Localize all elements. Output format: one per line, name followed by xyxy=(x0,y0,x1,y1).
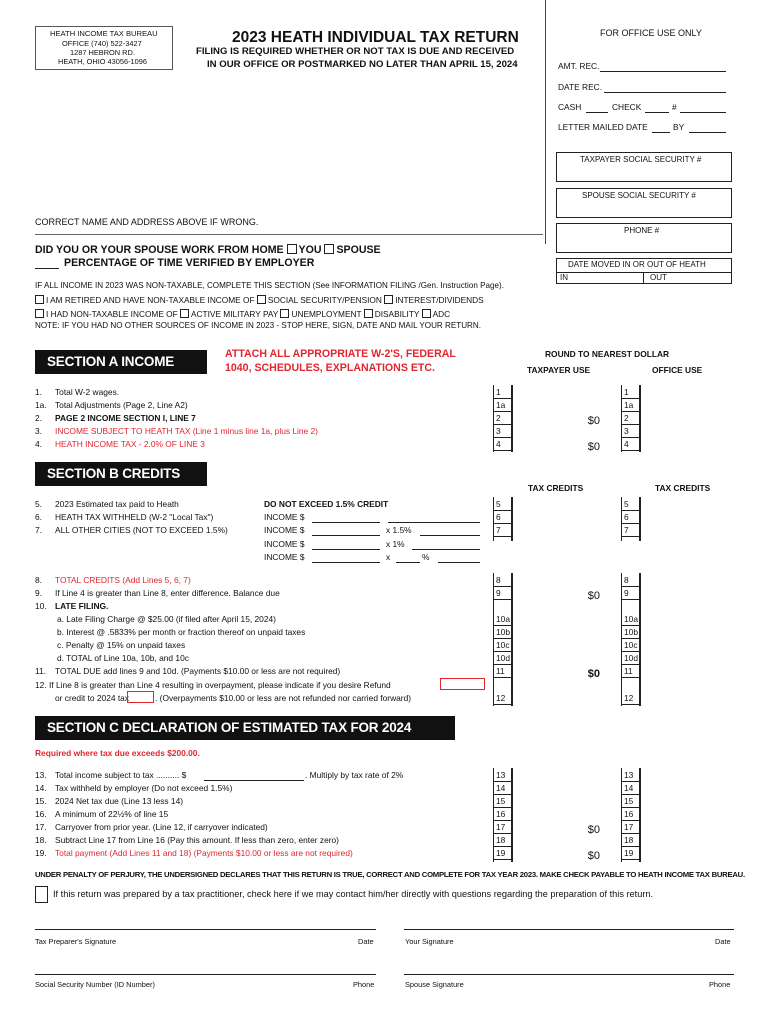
office-amount-column xyxy=(640,768,641,862)
military-label: ACTIVE MILITARY PAY xyxy=(191,309,279,319)
bureau-office: OFFICE (740) 522-3427 xyxy=(62,39,142,48)
credit-office-cell[interactable]: 8 xyxy=(621,574,640,587)
credit-taxpayer-cell[interactable]: 10a xyxy=(493,613,512,626)
income-line-office-cell[interactable]: 2 xyxy=(621,412,640,425)
date-moved-label: DATE MOVED IN OR OUT OF HEATH xyxy=(568,260,706,269)
rate-custom-result[interactable] xyxy=(438,562,480,563)
percentage-field[interactable] xyxy=(35,268,59,269)
attach-note-1: ATTACH ALL APPROPRIATE W-2'S, FEDERAL xyxy=(225,348,456,360)
preparer-signature-label: Tax Preparer's Signature xyxy=(35,937,117,946)
cash-field[interactable] xyxy=(586,112,608,113)
credit-taxpayer-cell[interactable]: 11 xyxy=(493,665,512,678)
other-city-income-label: INCOME $ xyxy=(264,539,305,549)
rate-1-label: x 1% xyxy=(386,539,405,549)
date-moved-rule xyxy=(556,272,732,273)
taxpayer-amount-column xyxy=(512,385,513,452)
credit-line-label: b. Interest @ .5833% per month or fraction thereof on unpaid taxes xyxy=(57,627,306,637)
round-note: ROUND TO NEAREST DOLLAR xyxy=(545,349,670,359)
address-rule xyxy=(35,234,543,235)
work-home-question xyxy=(35,244,381,257)
income-line-number: 2. xyxy=(35,413,42,423)
taxpayer-amount-column xyxy=(512,573,513,706)
income-line-taxpayer-cell[interactable]: 3 xyxy=(493,425,512,438)
overpayment-line-c: . (Overpayments $10.00 or less are not refunded nor carried forward) xyxy=(155,693,412,703)
section-c-banner: SECTION C DECLARATION OF ESTIMATED TAX FOR 2024 xyxy=(35,716,455,740)
disability-label: DISABILITY xyxy=(374,309,420,319)
estimate-amount[interactable]: $0 xyxy=(587,850,600,862)
work-home-text: DID YOU OR YOUR SPOUSE WORK FROM HOME xyxy=(35,244,284,256)
credit-taxpayer-cell[interactable]: 10c xyxy=(493,639,512,652)
estimate-line-extra: . Multiply by tax rate of 2% xyxy=(305,770,404,780)
credit-taxpayer-cell[interactable]: 8 xyxy=(493,574,512,587)
credit-taxpayer-cell[interactable]: 9 xyxy=(493,587,512,600)
credit-line-label: LATE FILING. xyxy=(55,601,109,611)
other-city-income-label: INCOME $ xyxy=(264,512,305,522)
estimate-taxpayer-cell[interactable]: 14 xyxy=(493,782,512,795)
estimate-office-cell[interactable]: 18 xyxy=(621,834,640,847)
ssp-label: SOCIAL SECURITY/PENSION xyxy=(267,295,382,305)
rate-1-5-field[interactable] xyxy=(420,535,480,536)
phone-label: PHONE # xyxy=(624,226,660,235)
date-rec-label: DATE REC. xyxy=(558,82,603,92)
estimate-office-cell[interactable]: 16 xyxy=(621,808,640,821)
estimate-office-cell[interactable]: 19 xyxy=(621,847,640,860)
adc-checkbox[interactable] xyxy=(422,309,431,318)
letter-mailed-label: LETTER MAILED DATE xyxy=(558,122,648,132)
you-label: YOU xyxy=(298,244,322,256)
other-city-income-label: INCOME $ xyxy=(264,552,305,562)
credit-line-label: ALL OTHER CITIES (NOT TO EXCEED 1.5%) xyxy=(55,525,228,535)
filing-requirement-1: FILING IS REQUIRED WHETHER OR NOT TAX IS DUE AND RECEIVED xyxy=(196,46,515,57)
income-line-label: PAGE 2 INCOME SECTION I, LINE 7 xyxy=(55,413,196,423)
estimate-line-number: 17. xyxy=(35,822,47,832)
your-signature-line[interactable] xyxy=(404,929,734,930)
interest-checkbox[interactable] xyxy=(384,295,393,304)
income-line-office-cell[interactable]: 1a xyxy=(621,399,640,412)
estimate-line-number: 13. xyxy=(35,770,47,780)
credit-input[interactable] xyxy=(127,691,154,703)
income-line-taxpayer-cell[interactable]: 1 xyxy=(493,386,512,399)
taxpayer-ssn-label: TAXPAYER SOCIAL SECURITY # xyxy=(580,155,702,164)
spouse-signature-line[interactable] xyxy=(404,974,734,975)
check-number-field[interactable] xyxy=(680,112,726,113)
by-field[interactable] xyxy=(689,132,726,133)
credit-taxpayer-cell[interactable]: 10d xyxy=(493,652,512,665)
income-line-number: 1. xyxy=(35,387,42,397)
income-line-office-cell[interactable]: 3 xyxy=(621,425,640,438)
other-city-income-label: INCOME $ xyxy=(264,525,305,535)
estimate-line-number: 19. xyxy=(35,848,47,858)
refund-input[interactable] xyxy=(440,678,485,690)
spouse-ssn-label: SPOUSE SOCIAL SECURITY # xyxy=(582,191,696,200)
moved-out-label: OUT xyxy=(650,273,667,282)
credit-office-cell[interactable]: 10a xyxy=(621,613,640,626)
spouse-phone-label: Phone xyxy=(709,980,731,989)
taxpayer-amount-column xyxy=(512,768,513,862)
credit-line-office-cell[interactable]: 6 xyxy=(621,511,640,524)
credit-line-label: d. TOTAL of Line 10a, 10b, and 10c xyxy=(57,653,189,663)
estimate-line-label: Carryover from prior year. (Line 12, if carryover indicated) xyxy=(55,822,268,832)
other-city-income-field[interactable] xyxy=(312,535,380,536)
income-line-taxpayer-cell[interactable]: 1a xyxy=(493,399,512,412)
section-a-banner: SECTION A INCOME xyxy=(35,350,207,374)
estimate-line-number: 16. xyxy=(35,809,47,819)
credit-line-label: TOTAL DUE add lines 9 and 10d. (Payments $10.00 or less are not required) xyxy=(55,666,341,676)
overpayment-taxpayer-cell[interactable]: 12 xyxy=(493,692,512,705)
office-amount-column xyxy=(640,573,641,706)
estimate-line-label: Subtract Line 17 from Line 16 (Pay this amount. If less than zero, enter zero) xyxy=(55,835,339,845)
credit-line-office-cell[interactable]: 7 xyxy=(621,524,640,537)
bureau-city: HEATH, OHIO 43056-1096 xyxy=(58,57,148,66)
your-signature-label: Your Signature xyxy=(405,937,454,946)
section-c-required: Required where tax due exceeds $200.00. xyxy=(35,748,200,758)
credit-line-number: 9. xyxy=(35,588,42,598)
estimate-line-number: 14. xyxy=(35,783,47,793)
other-city-income-field[interactable] xyxy=(312,549,380,550)
bureau-street: 1287 HEBRON RD. xyxy=(70,48,135,57)
other-city-credit-field[interactable] xyxy=(388,522,480,523)
disability-checkbox[interactable] xyxy=(364,309,373,318)
credit-line-number: 10. xyxy=(35,601,47,611)
office-use-divider xyxy=(545,0,546,244)
office-use-heading: FOR OFFICE USE ONLY xyxy=(600,28,702,38)
by-label: BY xyxy=(673,122,685,132)
ssn-signature-line[interactable] xyxy=(35,974,376,975)
credit-line-taxpayer-cell[interactable]: 6 xyxy=(493,511,512,524)
bureau-name: HEATH INCOME TAX BUREAU xyxy=(50,29,158,38)
spouse-checkbox[interactable] xyxy=(324,244,334,254)
estimate-line-label: A minimum of 22½% of line 15 xyxy=(55,809,169,819)
spouse-label: SPOUSE xyxy=(336,244,381,256)
credit-line-number: 7. xyxy=(35,525,42,535)
moved-in-label: IN xyxy=(560,273,568,282)
overpayment-office-cell[interactable]: 12 xyxy=(621,692,640,705)
tax-credits-heading-1: TAX CREDITS xyxy=(528,483,584,493)
preparer-date-label: Date xyxy=(358,937,374,946)
income-line-taxpayer-cell[interactable]: 2 xyxy=(493,412,512,425)
credit-line-number: 6. xyxy=(35,512,42,522)
estimate-taxpayer-cell[interactable]: 18 xyxy=(493,834,512,847)
credit-amount[interactable]: $0 xyxy=(587,668,600,680)
estimate-line-number: 18. xyxy=(35,835,47,845)
estimate-line-number: 15. xyxy=(35,796,47,806)
estimate-office-cell[interactable]: 13 xyxy=(621,769,640,782)
income-line-office-cell[interactable]: 1 xyxy=(621,386,640,399)
amt-rec-label: AMT. REC. xyxy=(558,61,600,71)
estimate-amount[interactable]: $0 xyxy=(587,824,600,836)
credit-amount[interactable]: $0 xyxy=(587,590,600,602)
estimate-line-label: Total payment (Add Lines 11 and 18) (Payments $10.00 or less are not required) xyxy=(55,848,353,858)
not-exceed-heading: DO NOT EXCEED 1.5% CREDIT xyxy=(264,499,389,509)
retired-label: I AM RETIRED AND HAVE NON-TAXABLE INCOME OF xyxy=(46,295,255,305)
income-line-label: Total W-2 wages. xyxy=(55,387,120,397)
date-rec-field[interactable] xyxy=(604,92,726,93)
credit-line-label: TOTAL CREDITS (Add Lines 5, 6, 7) xyxy=(55,575,191,585)
ssp-checkbox[interactable] xyxy=(257,295,266,304)
rate-1-5-label: x 1.5% xyxy=(386,525,412,535)
unemployment-label: UNEMPLOYMENT xyxy=(291,309,362,319)
income-line-number: 1a. xyxy=(35,400,47,410)
had-label: I HAD NON-TAXABLE INCOME OF xyxy=(46,309,178,319)
overpayment-line-b: or credit to 2024 tax xyxy=(55,693,130,703)
credit-office-cell[interactable]: 10d xyxy=(621,652,640,665)
credit-line-number: 8. xyxy=(35,575,42,585)
nontaxable-intro: IF ALL INCOME IN 2023 WAS NON-TAXABLE, COMPLETE THIS SECTION (See INFORMATION FILING /Gen. Instruction Page). xyxy=(35,281,504,290)
taxpayer-amount-column xyxy=(512,497,513,541)
office-amount-column xyxy=(640,385,641,452)
rate-1-field[interactable] xyxy=(412,549,480,550)
estimate-office-cell[interactable]: 17 xyxy=(621,821,640,834)
cash-label: CASH xyxy=(558,102,582,112)
estimate-taxpayer-cell[interactable]: 13 xyxy=(493,769,512,782)
rate-custom-pct: % xyxy=(422,552,430,562)
preparer-ssn-label: Social Security Number (ID Number) xyxy=(35,980,155,989)
estimate-taxpayer-cell[interactable]: 15 xyxy=(493,795,512,808)
credit-taxpayer-cell[interactable]: 10b xyxy=(493,626,512,639)
section-b-banner: SECTION B CREDITS xyxy=(35,462,207,486)
credit-office-cell[interactable]: 11 xyxy=(621,665,640,678)
income-line-taxpayer-cell[interactable]: 4 xyxy=(493,438,512,451)
attach-note-2: 1040, SCHEDULES, EXPLANATIONS ETC. xyxy=(225,362,435,374)
total-income-field[interactable] xyxy=(204,780,304,781)
income-line-amount[interactable]: $0 xyxy=(587,441,600,453)
income-line-label: Total Adjustments (Page 2, Line A2) xyxy=(55,400,188,410)
had-checkbox[interactable] xyxy=(35,309,44,318)
preparer-signature-line[interactable] xyxy=(35,929,376,930)
preparer-contact-checkbox[interactable] xyxy=(35,886,48,903)
income-line-label: HEATH INCOME TAX - 2.0% OF LINE 3 xyxy=(55,439,205,449)
interest-label: INTEREST/DIVIDENDS xyxy=(395,295,484,305)
check-number-label: # xyxy=(672,102,677,112)
office-use-col-heading: OFFICE USE xyxy=(652,365,703,375)
correct-name-note: CORRECT NAME AND ADDRESS ABOVE IF WRONG. xyxy=(35,217,259,227)
credit-line-number: 11. xyxy=(35,666,47,676)
credit-line-label: 2023 Estimated tax paid to Heath xyxy=(55,499,179,509)
perjury-declaration: UNDER PENALTY OF PERJURY, THE UNDERSIGNED DECLARES THAT THIS RETURN IS TRUE, CORRECT AND COMPLETE FOR TAX YEAR 2023. MAKE CHECK PAYABLE TO HEATH INCOME TAX BUREAU. xyxy=(35,870,745,879)
unemployment-checkbox[interactable] xyxy=(280,309,289,318)
credit-office-cell[interactable]: 10b xyxy=(621,626,640,639)
filing-requirement-2: IN OUR OFFICE OR POSTMARKED NO LATER THAN APRIL 15, 2024 xyxy=(207,59,518,70)
rate-custom-x: x xyxy=(386,552,391,562)
credit-line-label: If Line 4 is greater than Line 8, enter difference. Balance due xyxy=(55,588,280,598)
tax-credits-heading-2: TAX CREDITS xyxy=(655,483,711,493)
credit-line-office-cell[interactable]: 5 xyxy=(621,498,640,511)
credit-office-cell[interactable]: 10c xyxy=(621,639,640,652)
credit-line-label: HEATH TAX WITHHELD (W-2 "Local Tax") xyxy=(55,512,214,522)
estimate-taxpayer-cell[interactable]: 19 xyxy=(493,847,512,860)
income-line-number: 3. xyxy=(35,426,42,436)
your-date-label: Date xyxy=(715,937,731,946)
had-nontaxable-line xyxy=(35,309,450,319)
income-line-office-cell[interactable]: 4 xyxy=(621,438,640,451)
credit-office-cell[interactable]: 9 xyxy=(621,587,640,600)
estimate-line-label: Tax withheld by employer (Do not exceed 1.5%) xyxy=(55,783,233,793)
income-line-label: INCOME SUBJECT TO HEATH TAX (Line 1 minus line 1a, plus Line 2) xyxy=(55,426,318,436)
credit-line-taxpayer-cell[interactable]: 7 xyxy=(493,524,512,537)
preparer-note: If this return was prepared by a tax practitioner, check here if we may contact him/her directly with questions regarding the preparation of this return. xyxy=(53,889,654,899)
credit-line-label: a. Late Filing Charge @ $25.00 (if filed after April 15, 2024) xyxy=(57,614,276,624)
other-city-income-field[interactable] xyxy=(312,522,380,523)
office-amount-column xyxy=(640,497,641,541)
military-checkbox[interactable] xyxy=(180,309,189,318)
estimate-taxpayer-cell[interactable]: 17 xyxy=(493,821,512,834)
credit-line-label: c. Penalty @ 15% on unpaid taxes xyxy=(57,640,186,650)
retired-checkbox[interactable] xyxy=(35,295,44,304)
retired-line xyxy=(35,295,484,305)
percentage-label: PERCENTAGE OF TIME VERIFIED BY EMPLOYER xyxy=(64,257,315,269)
adc-label: ADC xyxy=(432,309,451,319)
check-label: CHECK xyxy=(612,102,642,112)
credit-line-number: 5. xyxy=(35,499,42,509)
overpayment-line-a: 12. If Line 8 is greater than Line 4 resulting in overpayment, please indicate if you desire Refund xyxy=(35,680,391,690)
estimate-line-label: Total income subject to tax .......... $ xyxy=(55,770,187,780)
nontaxable-note: NOTE: IF YOU HAD NO OTHER SOURCES OF INCOME IN 2023 - STOP HERE, SIGN, DATE AND MAIL YOUR RETURN. xyxy=(35,321,481,330)
estimate-taxpayer-cell[interactable]: 16 xyxy=(493,808,512,821)
date-moved-split xyxy=(643,272,644,284)
estimate-office-cell[interactable]: 15 xyxy=(621,795,640,808)
rate-custom-field[interactable] xyxy=(396,562,420,563)
income-line-amount[interactable]: $0 xyxy=(587,415,600,427)
estimate-office-cell[interactable]: 14 xyxy=(621,782,640,795)
estimate-line-label: 2024 Net tax due (Line 13 less 14) xyxy=(55,796,184,806)
letter-mailed-field[interactable] xyxy=(652,132,670,133)
taxpayer-use-heading: TAXPAYER USE xyxy=(527,365,591,375)
preparer-phone-label: Phone xyxy=(353,980,375,989)
spouse-signature-label: Spouse Signature xyxy=(405,980,464,989)
you-checkbox[interactable] xyxy=(287,244,297,254)
other-city-income-field[interactable] xyxy=(312,562,380,563)
income-line-number: 4. xyxy=(35,439,42,449)
credit-line-taxpayer-cell[interactable]: 5 xyxy=(493,498,512,511)
form-title: 2023 HEATH INDIVIDUAL TAX RETURN xyxy=(232,29,519,46)
check-field[interactable] xyxy=(645,112,669,113)
amt-rec-field[interactable] xyxy=(600,71,726,72)
